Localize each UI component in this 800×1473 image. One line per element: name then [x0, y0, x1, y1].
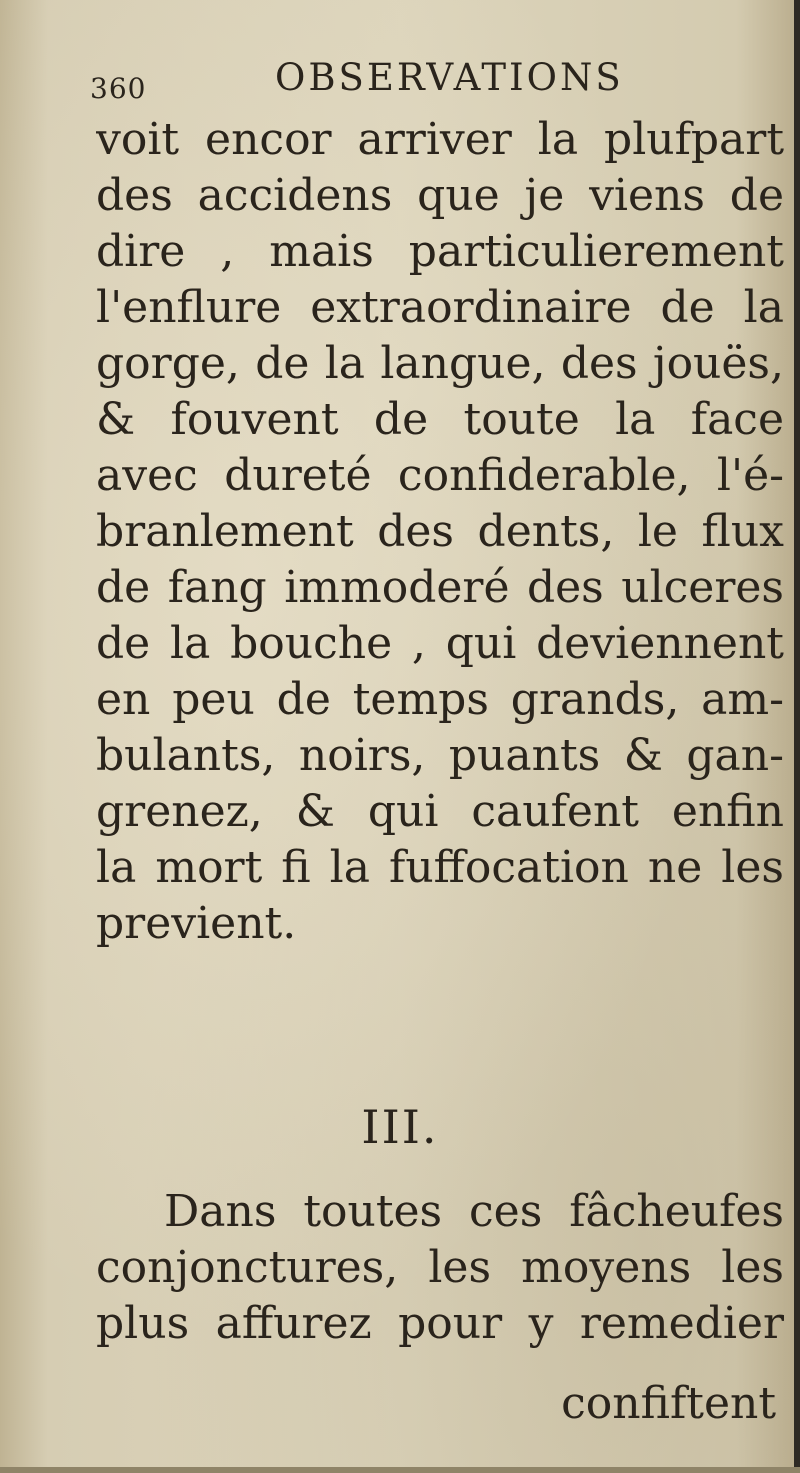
text-line: dire , mais particulierement — [96, 226, 784, 277]
text-line: branlement des dents, le flux — [96, 506, 784, 557]
page-bottom-edge — [0, 1467, 800, 1473]
text-line: la mort fi la fuffocation ne les — [96, 842, 784, 893]
text-line: Dans toutes ces fâcheufes — [164, 1186, 784, 1237]
text-line: conjonctures, les moyens les — [96, 1242, 784, 1293]
text-line: grenez, & qui caufent enfin — [96, 786, 784, 837]
page-number: 360 — [90, 72, 147, 105]
running-head: OBSERVATIONS — [275, 56, 624, 99]
catchword: confiftent — [561, 1378, 776, 1429]
text-line: previent. — [96, 898, 297, 949]
section-heading: III. — [361, 1100, 439, 1154]
text-line: gorge, de la langue, des jouës, — [96, 338, 784, 389]
text-line: voit encor arriver la plufpart — [96, 114, 784, 165]
text-line: de la bouche , qui deviennent — [96, 618, 784, 669]
text-line: & fouvent de toute la face — [96, 394, 784, 445]
page-edge-shadow — [794, 0, 800, 1473]
text-line: plus affurez pour y remedier — [96, 1298, 784, 1349]
text-line: en peu de temps grands, am- — [96, 674, 784, 725]
page-header — [90, 52, 690, 104]
paragraph-2 — [96, 1184, 784, 1352]
text-line: bulants, noirs, puants & gan- — [96, 730, 784, 781]
text-line: l'enflure extraordinaire de la — [96, 282, 784, 333]
text-line: avec dureté confiderable, l'é- — [96, 450, 784, 501]
paragraph-1 — [96, 112, 784, 952]
text-line: des accidens que je viens de — [96, 170, 784, 221]
text-line: de fang immoderé des ulceres — [96, 562, 784, 613]
